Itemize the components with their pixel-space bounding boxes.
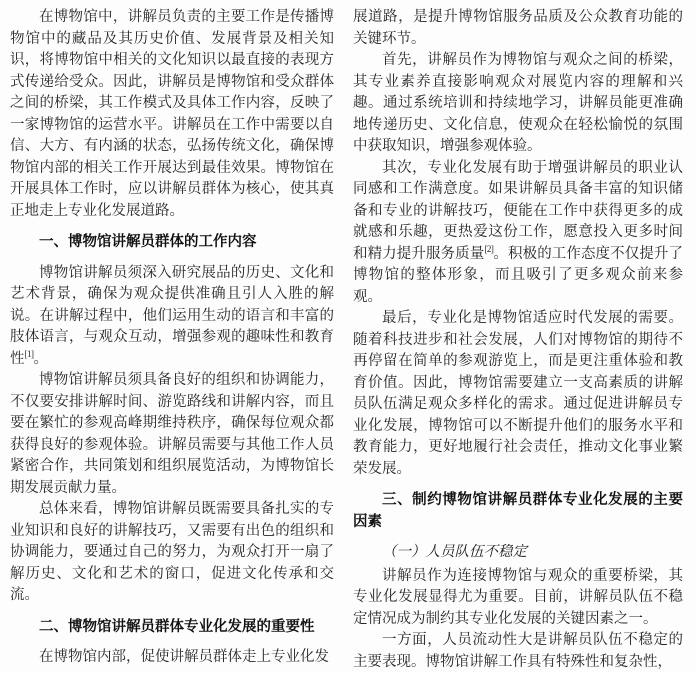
paragraph-text: 。积极的工作态度不仅提升了博物馆的整体形象，而且吸引了更多观众前来参观。 (353, 245, 684, 305)
paragraph-text: 一方面，人员流动性大是讲解员队伍不稳定的主要表现。博物馆讲解工作具有特殊性和复杂性， (353, 632, 683, 670)
text-column-left (10, 7, 334, 665)
paragraph-text: 博物馆讲解员须深入研究展品的历史、文化和艺术背景，确保为观众提供准确且引人入胜的解说。在讲解过程中，他们运用生动的语言和丰富的肢体语言，与观众互动，增强参观的趣味性和教育性 (10, 264, 334, 367)
body-paragraph (353, 566, 683, 631)
body-paragraph (10, 647, 334, 669)
body-paragraph (10, 370, 334, 499)
citation-ref: [1] (24, 348, 34, 359)
subsection-heading: （一）人员队伍不稳定 (382, 544, 527, 560)
body-paragraph (353, 158, 683, 309)
body-paragraph (10, 499, 334, 607)
body-paragraph (10, 263, 334, 371)
paragraph-text: 在博物馆内部，促使讲解员群体走上专业化发 (39, 649, 329, 665)
body-paragraph (353, 630, 683, 673)
paragraph-text: 展道路，是提升博物馆服务品质及公众教育功能的关键环节。 (353, 9, 683, 47)
paragraph-text: 首先，讲解员作为博物馆与观众之间的桥梁，其专业素养直接影响观众对展览内容的理解和兴趣。通过系统培训和持续地学习，讲解员能更准确地传递历史、文化信息，使观众在轻松愉悦的氛围中获取知识，增强参观体验。 (353, 52, 683, 154)
paragraph-text: 在博物馆中，讲解员负责的主要工作是传播博物馆中的藏品及其历史价值、发展背景及相关知识，将博物馆中相关的文化知识以最直接的表现方式传递给受众。因此，讲解员是博物馆和受众群体之间的桥梁，其工作模式及具体工作内容，反映了一家博物馆的运营水平。讲解员在工作中需要以自信、大方、有内涵的状态，弘扬传统文化，确保博物馆内部的相关工作开展达到最佳效果。博物馆在开展具体工作时，应以讲解员群体为核心，使其真正地走上专业化发展道路。 (10, 9, 334, 219)
body-paragraph (353, 50, 683, 158)
section-heading: 二、博物馆讲解员群体专业化发展的重要性 (39, 618, 315, 635)
body-paragraph (353, 7, 683, 50)
section-heading: 三、制约博物馆讲解员群体专业化发展的主要因素 (353, 492, 683, 530)
body-paragraph (353, 308, 683, 480)
section-heading: 一、博物馆讲解员群体的工作内容 (39, 234, 257, 250)
paragraph-text: 博物馆讲解员须具备良好的组织和协调能力，不仅要安排讲解时间、游览路线和讲解内容，而且要在繁忙的参观高峰期维持秩序，确保每位观众都获得良好的参观体验。讲解员需要与其他工作人员紧密合作，共同策划和组织展览活动，为博物馆长期发展贡献力量。 (10, 372, 334, 496)
paragraph-text: 其次，专业化发展有助于增强讲解员的职业认同感和工作满意度。如果讲解员具备丰富的知识储备和专业的讲解技巧，便能在工作中获得更多的成就感和乐趣，更热爱这份工作，愿意投入更多时间和精力提升服务质量 (353, 159, 683, 262)
text-column-right (353, 7, 684, 670)
paragraph-text: 最后，专业化是博物馆适应时代发展的需要。随着科技进步和社会发展，人们对博物馆的期待不再停留在简单的参观游览上，而是更注重体验和教育价值。因此，博物馆需要建立一支高素质的讲解员队伍满足观众多样化的需求。通过促进讲解员专业化发展，博物馆可以不断提升他们的服务水平和教育能力，更好地履行社会责任，推动文化事业繁荣发展。 (353, 310, 683, 477)
citation-ref: [2] (484, 243, 494, 254)
body-paragraph (10, 7, 334, 222)
paragraph-text: 讲解员作为连接博物馆与观众的重要桥梁，其专业化发展显得尤为重要。目前，讲解员队伍不稳定情况成为制约其专业化发展的关键因素之一。 (353, 567, 683, 627)
paragraph-text: 总体来看，博物馆讲解员既需要具备扎实的专业知识和良好的讲解技巧，又需要有出色的组织和协调能力，要通过自己的努力，为观众打开一扇了解历史、文化和艺术的窗口，促进文化传承和交流。 (10, 501, 334, 603)
paragraph-text: 。 (33, 350, 48, 367)
